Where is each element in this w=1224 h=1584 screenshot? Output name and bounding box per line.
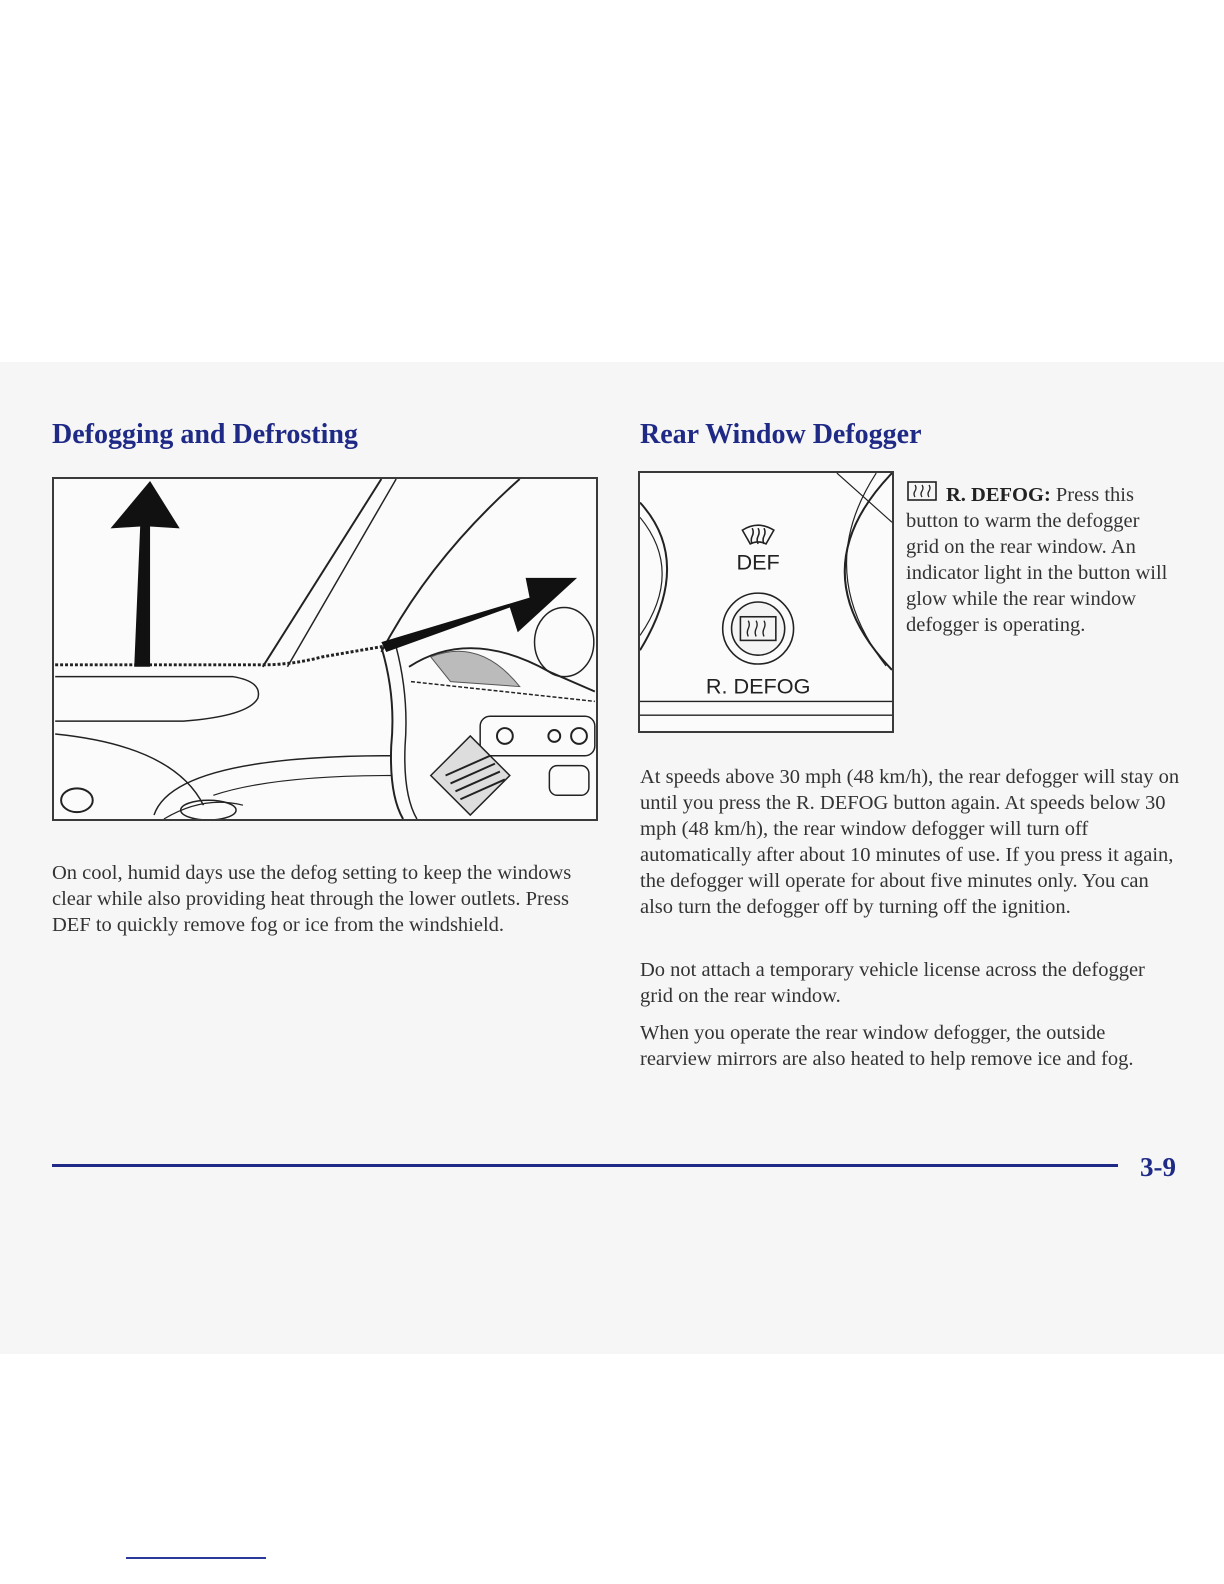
dashboard-illustration <box>52 477 598 821</box>
defogging-body-text: On cool, humid days use the defog setting to keep the windows clear while also providing heat through the lower outlets. Press DEF to quickly remove fog or ice from the windshield. <box>52 862 572 936</box>
up-arrow-icon <box>111 481 180 667</box>
side-arrow-icon <box>381 578 577 652</box>
section-heading-defogging: Defogging and Defrosting <box>52 419 358 450</box>
r-defog-label: R. DEFOG <box>705 673 811 699</box>
rear-defog-paragraph-3: When you operate the rear window defogger, the outside rearview mirrors are also heated to help remove ice and fog. <box>640 1022 1134 1070</box>
def-icon <box>742 525 774 544</box>
rear-defog-paragraph-1: At speeds above 30 mph (48 km/h), the rear defogger will stay on until you press the R. DEFOG button again. At speeds below 30 mph (48 km/h), the rear window defogger will turn off automatically after about 10 minutes of use. If you press it again, the defogger will operate for about five minutes only. You can also turn the defogger off by turning off the ignition. <box>640 766 1180 918</box>
rear-defog-intro <box>906 480 1176 638</box>
control-panel-illustration <box>638 471 894 733</box>
def-label: DEF <box>736 549 780 575</box>
rear-defog-paragraph-2: Do not attach a temporary vehicle license across the defogger grid on the rear window. <box>640 959 1145 1007</box>
bottom-line <box>126 1557 266 1559</box>
page-number: 3-9 <box>1140 1152 1176 1182</box>
control-panel-drawing <box>640 473 892 731</box>
footer-rule <box>52 1164 1118 1167</box>
rear-defog-intro-text: Press this button to warm the defogger grid on the rear window. An indicator light in the button will glow while the rear window defogger is operating. <box>906 484 1168 636</box>
dashboard-drawing <box>54 479 596 819</box>
rear-defog-button-icon <box>723 593 794 664</box>
section-heading-rear-defogger: Rear Window Defogger <box>640 419 922 450</box>
rear-defog-term: R. DEFOG: <box>946 484 1051 506</box>
rear-defog-icon <box>906 480 940 504</box>
